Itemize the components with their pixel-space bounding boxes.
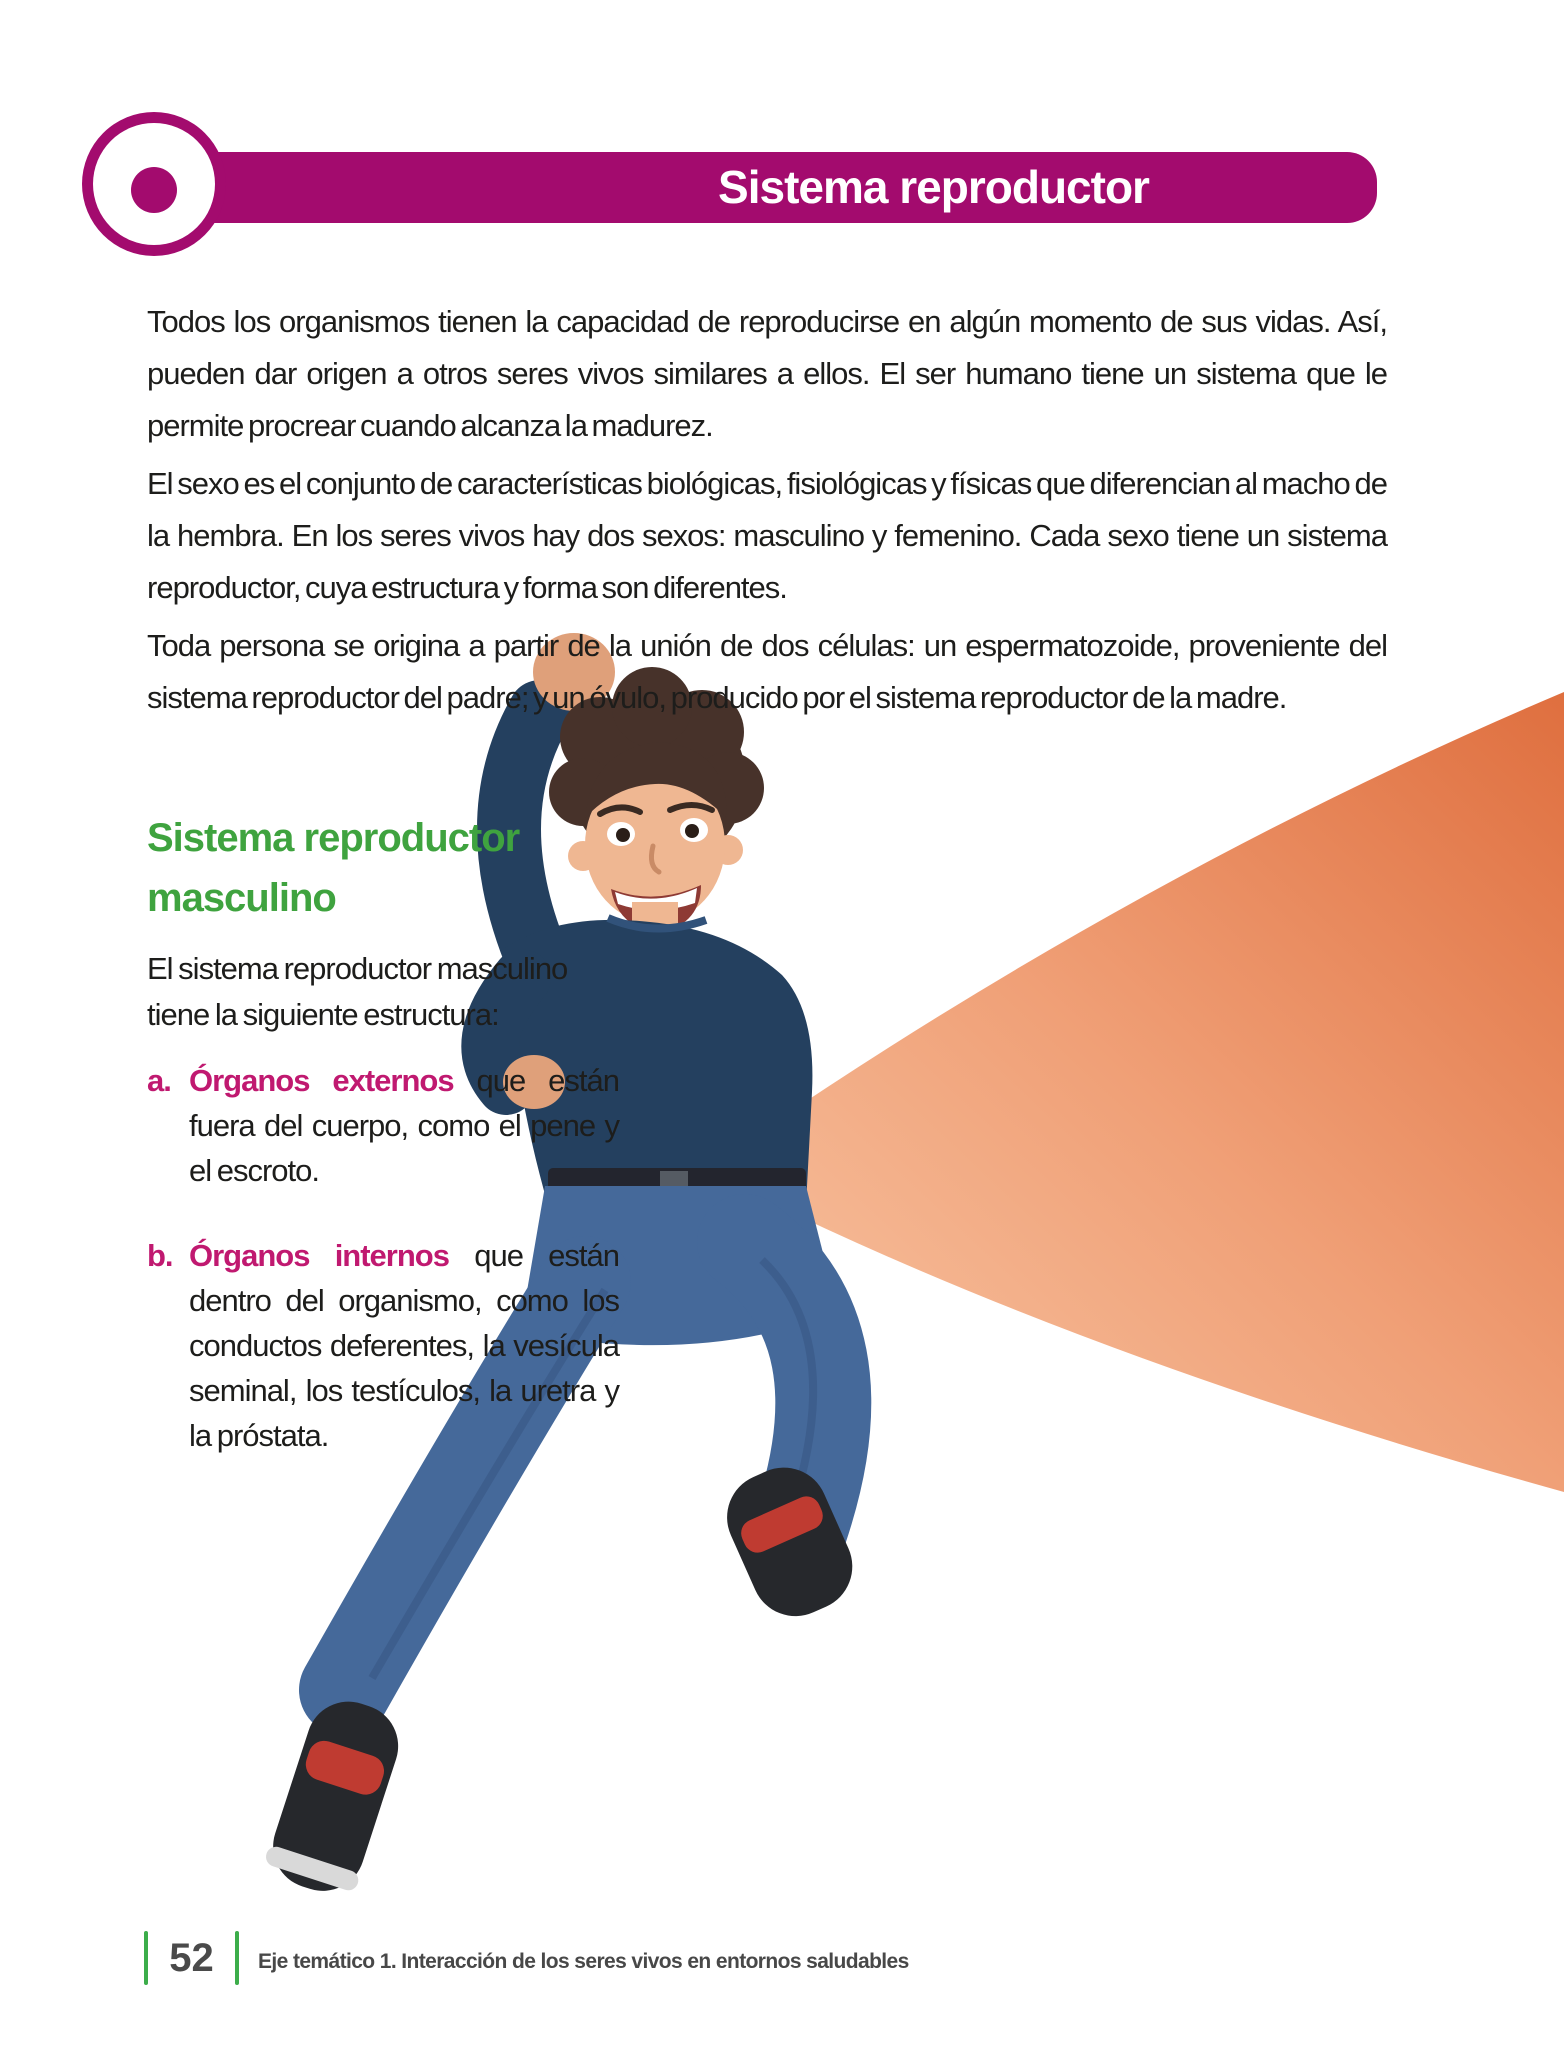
page-title: Sistema reproductor [718, 161, 1149, 213]
term-highlight: Órganos externos [189, 1063, 454, 1098]
term-highlight: Órganos internos [189, 1238, 449, 1273]
section-heading: Sistema reproductor masculino [147, 816, 520, 920]
body-paragraph: El sexo es el conjunto de características biológicas, fisiológicas y físicas que diferencian al macho de la hembra. En los seres vivos hay dos sexos: masculino y femenino. Cada sexo tiene un sistema reproductor, cuya estructura y forma son diferentes. [147, 466, 1387, 605]
footer-divider-line [235, 1931, 239, 1985]
chapter-banner [150, 152, 1377, 223]
list-item [147, 1233, 619, 1458]
page-number: 52 [169, 1936, 214, 1980]
list-marker: a. [147, 1063, 171, 1098]
sneaker-left [260, 1690, 411, 1902]
footer-text: Eje temático 1. Interacción de los seres vivos en entornos saludables [258, 1950, 909, 1973]
chapter-bullet-icon [82, 112, 226, 256]
intro-paragraphs [147, 296, 1387, 730]
list-item-text: que están dentro del organismo, como los conductos deferentes, la vesícula seminal, los testículos, la uretra y la próstata. [189, 1238, 619, 1453]
list-item [147, 1058, 619, 1193]
list-marker: b. [147, 1238, 173, 1273]
section-intro: El sistema reproductor masculino tiene la siguiente estructura: [147, 951, 568, 1032]
organ-list [147, 1058, 619, 1498]
body-paragraph: Toda persona se origina a partir de la unión de dos células: un espermatozoide, proveniente del sistema reproductor del padre; y un óvulo, producido por el sistema reproductor de la madre. [147, 628, 1387, 715]
list-item-text: que están fuera del cuerpo, como el pene y el escroto. [189, 1063, 619, 1188]
body-paragraph: Todos los organismos tienen la capacidad de reproducirse en algún momento de sus vidas. Así, pueden dar origen a otros seres vivos similares a ellos. El ser humano tiene un sistema que le permite procrear cuando alcanza la madurez. [147, 304, 1387, 443]
